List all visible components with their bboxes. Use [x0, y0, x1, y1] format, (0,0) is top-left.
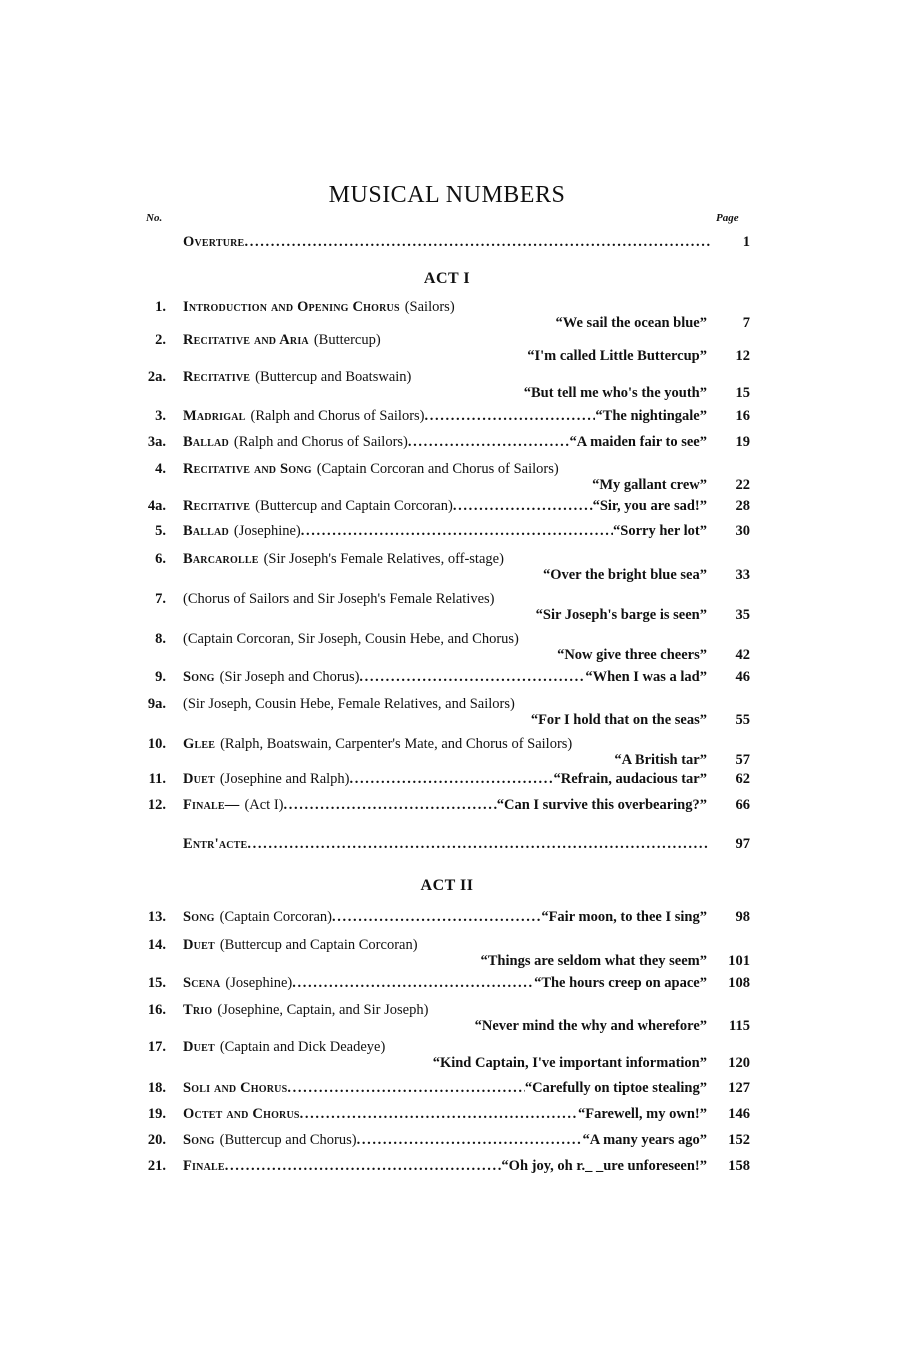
dot-leaders [453, 498, 593, 515]
entry-first-line [0, 975, 900, 993]
entry-number: 18. [147, 1080, 166, 1096]
entry-description [183, 631, 752, 648]
entry-number: 3. [155, 408, 166, 424]
entry-quote: “The hours creep on apace” [534, 975, 707, 991]
entry-type-label: Duet [183, 771, 215, 787]
act-one-heading: ACT I [423, 270, 471, 287]
entry-type-label: Duet [183, 1039, 215, 1055]
entry-type-label: Ballad [183, 523, 229, 539]
entry-page: 62 [735, 771, 750, 787]
entry-performers: (Act I) [244, 797, 284, 813]
entry-number: 9. [155, 669, 166, 685]
entry-type-label: Recitative and Song [183, 461, 312, 477]
entry-page: 22 [735, 477, 750, 493]
dot-leaders [225, 1158, 502, 1175]
entry-second-line [0, 315, 900, 333]
entry-number: 4a. [147, 498, 166, 514]
entry-number: 4. [155, 461, 166, 477]
entry-number: 13. [147, 909, 166, 925]
entry-first-line [0, 434, 900, 452]
entry-page: 158 [728, 1158, 750, 1174]
entry-number: 14. [147, 937, 166, 953]
entry-description [183, 1080, 707, 1097]
entry-description [183, 591, 752, 608]
entracte-page: 97 [735, 836, 750, 852]
entry-description [183, 299, 752, 316]
entry-description [183, 696, 752, 713]
entry-description [183, 1039, 752, 1056]
entry-performers: (Ralph and Chorus of Sailors) [233, 434, 408, 450]
entry-quote: “Never mind the why and wherefore” [474, 1018, 707, 1034]
entry-first-line [0, 498, 900, 516]
entry-number: 12. [147, 797, 166, 813]
entry-page: 57 [735, 752, 750, 768]
dot-leaders [408, 434, 570, 451]
entry-type-label: Scena [183, 975, 221, 991]
entry-quote: “Things are seldom what they seem” [480, 953, 707, 969]
entry-first-line [0, 797, 900, 815]
entry-number: 11. [148, 771, 166, 787]
entry-performers: (Josephine) [233, 523, 301, 539]
entry-number: 17. [147, 1039, 166, 1055]
entry-type-label: Barcarolle [183, 551, 259, 567]
entry-page: 98 [735, 909, 750, 925]
entry-performers: (Captain Corcoran, Sir Joseph, Cousin Hebe, and Chorus) [183, 631, 519, 647]
entry-description [183, 408, 707, 425]
act-two-heading: ACT II [420, 877, 474, 894]
entry-second-line [0, 647, 900, 665]
entry-type-label: Glee [183, 736, 216, 752]
dot-leaders [287, 1080, 524, 1097]
entry-number: 6. [155, 551, 166, 567]
entry-number: 19. [147, 1106, 166, 1122]
entry-page: 42 [735, 647, 750, 663]
entry-performers: (Ralph and Chorus of Sailors) [250, 408, 425, 424]
entry-page: 7 [742, 315, 750, 331]
dot-leaders [332, 909, 541, 926]
entry-description [183, 937, 752, 954]
entry-description [183, 461, 752, 478]
entry-number: 20. [147, 1132, 166, 1148]
entry-quote: “A many years ago” [582, 1132, 707, 1148]
entry-performers: (Captain and Dick Deadeye) [219, 1039, 386, 1055]
entry-type-label: Soli and Chorus [183, 1080, 288, 1096]
entry-first-line [0, 669, 900, 687]
entry-quote: “Now give three cheers” [557, 647, 707, 663]
dot-leaders [283, 797, 496, 814]
entry-quote: “Oh joy, oh r._ _ure unforeseen!” [501, 1158, 707, 1174]
entry-quote: “I'm called Little Buttercup” [527, 348, 707, 364]
entry-second-line [0, 348, 900, 366]
entry-page: 28 [735, 498, 750, 514]
entry-quote: “Farewell, my own!” [578, 1106, 707, 1122]
entry-page: 108 [728, 975, 750, 991]
entry-performers: (Buttercup) [313, 332, 381, 348]
entry-description [183, 434, 707, 451]
entry-page: 55 [735, 712, 750, 728]
entry-performers: (Captain Corcoran) [219, 909, 332, 925]
entry-number: 16. [147, 1002, 166, 1018]
entry-number: 10. [147, 736, 166, 752]
entry-performers: (Buttercup and Chorus) [219, 1132, 357, 1148]
entry-quote: “Kind Captain, I've important information” [432, 1055, 707, 1071]
entry-page: 127 [728, 1080, 750, 1096]
entry-second-line [0, 385, 900, 403]
entry-number: 7. [155, 591, 166, 607]
entry-first-line [0, 1132, 900, 1150]
entry-first-line [0, 909, 900, 927]
entry-first-line [0, 523, 900, 541]
entry-quote: “Refrain, audacious tar” [553, 771, 707, 787]
entry-quote: “Sorry her lot” [613, 523, 707, 539]
entry-quote: “Can I survive this overbearing?” [496, 797, 707, 813]
entry-quote: “My gallant crew” [592, 477, 707, 493]
entry-second-line [0, 477, 900, 495]
entry-page: 16 [735, 408, 750, 424]
entry-number: 15. [147, 975, 166, 991]
entry-page: 66 [735, 797, 750, 813]
entry-type-label: Song [183, 669, 215, 685]
entry-type-label: Trio [183, 1002, 213, 1018]
dot-leaders [292, 975, 534, 992]
entry-quote: “When I was a lad” [585, 669, 707, 685]
entry-number: 1. [155, 299, 166, 315]
entry-type-label: Ballad [183, 434, 229, 450]
entry-page: 30 [735, 523, 750, 539]
entry-description [183, 669, 707, 686]
entry-performers: (Buttercup and Boatswain) [255, 369, 412, 385]
entry-second-line [0, 752, 900, 770]
entry-performers: (Sir Joseph's Female Relatives, off-stage) [263, 551, 504, 567]
number-column-header: No. [146, 212, 163, 224]
entry-page: 152 [728, 1132, 750, 1148]
entry-type-label: Octet and Chorus [183, 1106, 300, 1122]
entry-first-line [0, 771, 900, 789]
entry-number: 9a. [147, 696, 166, 712]
dot-leaders [300, 1106, 578, 1123]
entry-number: 2. [155, 332, 166, 348]
entry-quote: “The nightingale” [595, 408, 707, 424]
entry-second-line [0, 607, 900, 625]
entry-first-line [0, 1106, 900, 1124]
entry-second-line [0, 1055, 900, 1073]
entry-type-label: Recitative and Aria [183, 332, 309, 348]
entry-quote: “We sail the ocean blue” [555, 315, 707, 331]
entry-number: 2a. [147, 369, 166, 385]
entry-performers: (Captain Corcoran and Chorus of Sailors) [316, 461, 559, 477]
entry-page: 101 [728, 953, 750, 969]
entry-description [183, 369, 752, 386]
entry-first-line [0, 1158, 900, 1176]
entry-quote: “A British tar” [614, 752, 707, 768]
entry-performers: (Josephine, Captain, and Sir Joseph) [217, 1002, 429, 1018]
entry-description [183, 975, 707, 992]
entry-first-line [0, 1080, 900, 1098]
entry-second-line [0, 712, 900, 730]
entry-quote: “A maiden fair to see” [569, 434, 707, 450]
entry-type-label: Introduction and Opening Chorus [183, 299, 400, 315]
entry-quote: “For I hold that on the seas” [530, 712, 707, 728]
entry-description [183, 1106, 707, 1123]
entry-type-label: Madrigal [183, 408, 246, 424]
entry-description [183, 551, 752, 568]
entry-type-label: Duet [183, 937, 215, 953]
dot-leaders [359, 669, 585, 686]
entry-type-label: Song [183, 909, 215, 925]
entracte-label: Entr'acte [183, 836, 248, 852]
entry-number: 8. [155, 631, 166, 647]
entry-page: 46 [735, 669, 750, 685]
overture-label: Overture [183, 234, 245, 250]
entry-description [183, 1002, 752, 1019]
entry-page: 19 [735, 434, 750, 450]
entry-quote: “But tell me who's the youth” [523, 385, 707, 401]
entry-description [183, 797, 707, 814]
entry-page: 12 [735, 348, 750, 364]
entry-page: 35 [735, 607, 750, 623]
entry-type-label: Finale— [183, 797, 240, 813]
page-title: MUSICAL NUMBERS [328, 182, 566, 208]
entry-performers: (Josephine) [225, 975, 293, 991]
dot-leaders [247, 836, 710, 853]
entry-description [183, 736, 752, 753]
entry-page: 115 [729, 1018, 750, 1034]
entry-type-label: Finale [183, 1158, 225, 1174]
entry-quote: “Over the bright blue sea” [542, 567, 707, 583]
dot-leaders [425, 408, 596, 425]
entry-performers: (Sir Joseph and Chorus) [219, 669, 360, 685]
dot-leaders [357, 1132, 583, 1149]
entry-description [183, 1132, 707, 1149]
entry-page: 33 [735, 567, 750, 583]
entry-performers: (Buttercup and Captain Corcoran) [219, 937, 418, 953]
entry-performers: (Ralph, Boatswain, Carpenter's Mate, and Chorus of Sailors) [220, 736, 573, 752]
dot-leaders [350, 771, 554, 788]
entry-first-line [0, 408, 900, 426]
entry-description [183, 1158, 707, 1175]
entry-performers: (Buttercup and Captain Corcoran) [255, 498, 453, 514]
entry-second-line [0, 567, 900, 585]
entry-quote: “Fair moon, to thee I sing” [541, 909, 707, 925]
entry-quote: “Sir Joseph's barge is seen” [535, 607, 707, 623]
entry-quote: “Sir, you are sad!” [592, 498, 707, 514]
entry-number: 3a. [147, 434, 166, 450]
entry-number: 21. [147, 1158, 166, 1174]
entry-performers: (Sir Joseph, Cousin Hebe, Female Relatives, and Sailors) [183, 696, 515, 712]
entry-page: 120 [728, 1055, 750, 1071]
dot-leaders [301, 523, 613, 540]
entry-quote: “Carefully on tiptoe stealing” [524, 1080, 707, 1096]
overture-page: 1 [742, 234, 750, 250]
entry-description [183, 332, 752, 349]
entry-description [183, 498, 707, 515]
entry-second-line [0, 1018, 900, 1036]
entry-number: 5. [155, 523, 166, 539]
entry-type-label: Recitative [183, 369, 251, 385]
entry-performers: (Chorus of Sailors and Sir Joseph's Female Relatives) [183, 591, 495, 607]
entry-description [183, 909, 707, 926]
entry-description [183, 771, 707, 788]
entry-description [183, 523, 707, 540]
entry-type-label: Recitative [183, 498, 251, 514]
entry-page: 146 [728, 1106, 750, 1122]
entry-type-label: Song [183, 1132, 215, 1148]
entry-performers: (Sailors) [404, 299, 455, 315]
dot-leaders [244, 234, 710, 251]
page-column-header: Page [716, 212, 739, 224]
entry-performers: (Josephine and Ralph) [219, 771, 350, 787]
entry-second-line [0, 953, 900, 971]
entry-page: 15 [735, 385, 750, 401]
